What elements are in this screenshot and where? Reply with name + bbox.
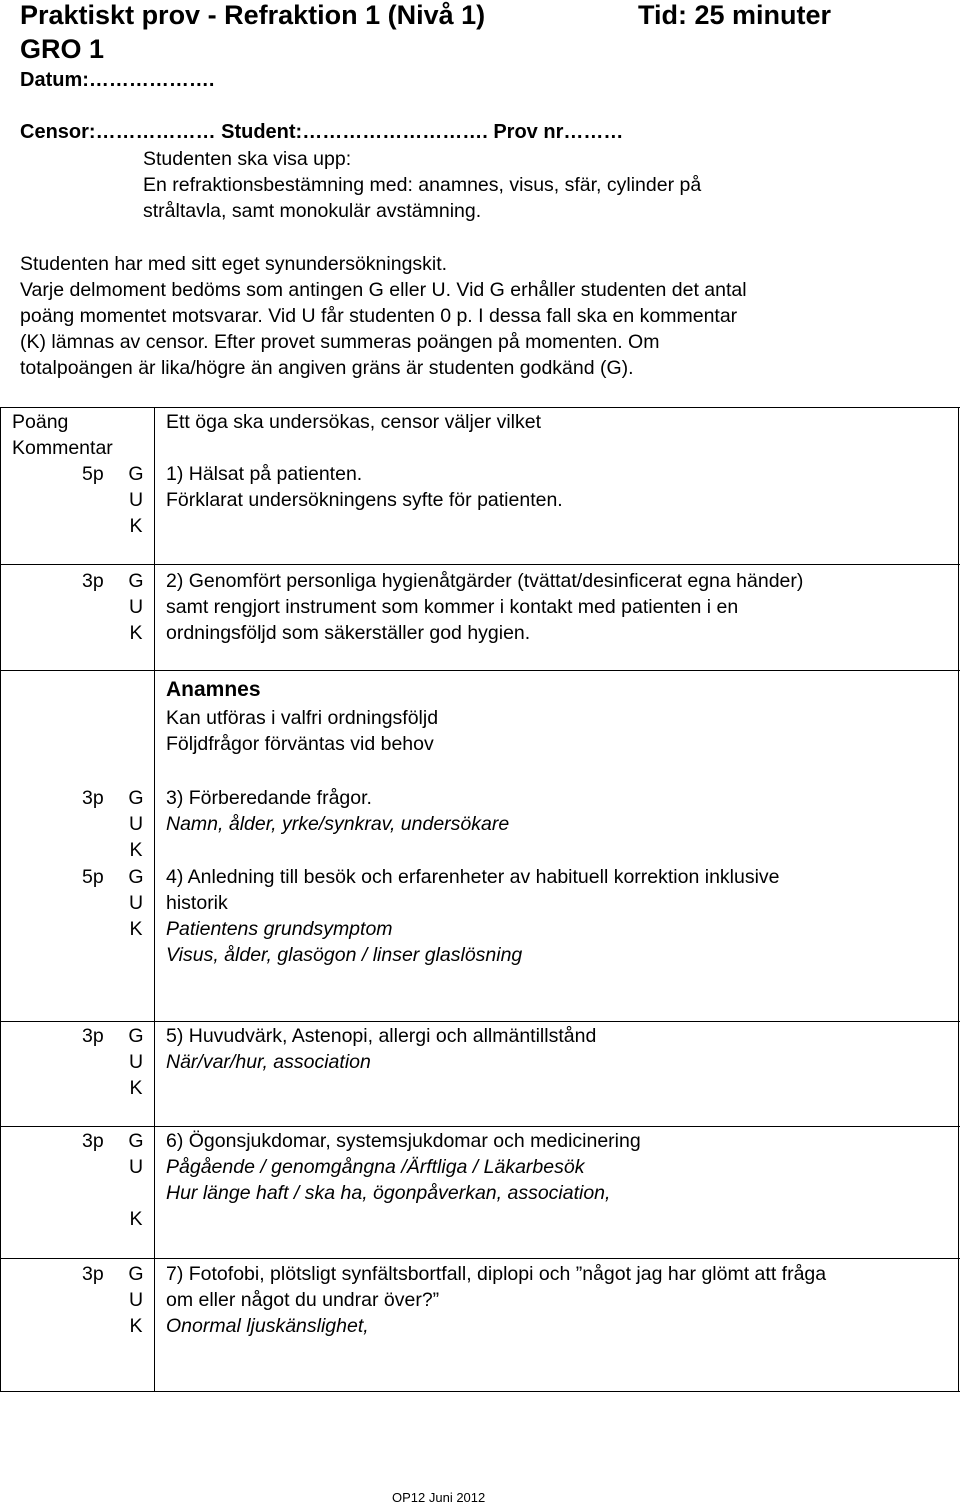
row-points: 3p bbox=[82, 1263, 104, 1285]
row-points: 5p bbox=[82, 463, 104, 485]
grade-k[interactable]: K bbox=[129, 1077, 143, 1099]
row-content bbox=[166, 1128, 641, 1206]
row-followup: Patientens grundsymptom bbox=[166, 918, 393, 940]
intro-line-2: En refraktionsbestämning med: anamnes, visus, sfär, cylinder på bbox=[143, 174, 702, 196]
row-points: 5p bbox=[82, 866, 104, 888]
document-title: Praktiskt prov - Refraktion 1 (Nivå 1) bbox=[20, 0, 486, 30]
row-points: 3p bbox=[82, 570, 104, 592]
row-content bbox=[166, 1023, 596, 1075]
grade-options bbox=[126, 1261, 146, 1339]
grade-k[interactable]: K bbox=[129, 918, 143, 940]
grade-g[interactable]: G bbox=[128, 570, 144, 592]
grade-options bbox=[126, 1128, 146, 1232]
row-text: 2) Genomfört personliga hygienåtgärder (tvättat/desinficerat egna händer) bbox=[166, 570, 804, 592]
rules-line: totalpoängen är lika/högre än angiven gräns är studenten godkänd (G). bbox=[20, 357, 634, 379]
row-followup: Onormal ljuskänslighet, bbox=[166, 1315, 369, 1337]
row-text: om eller något du undrar över?” bbox=[166, 1289, 440, 1311]
row-followup: Pågående / genomgångna /Ärftliga / Läkarbesök bbox=[166, 1156, 585, 1178]
row-content bbox=[166, 785, 509, 837]
row-text: 4) Anledning till besök och erfarenheter av habituell korrektion inklusive bbox=[166, 866, 780, 888]
course-code: GRO 1 bbox=[20, 34, 105, 64]
date-field: Datum:………………. bbox=[20, 69, 215, 91]
grade-u[interactable]: U bbox=[128, 596, 144, 618]
grade-options bbox=[126, 785, 146, 863]
censor-student-line: Censor:……………… Student:………………………. Prov nr……… bbox=[20, 121, 624, 143]
grade-options bbox=[126, 1023, 146, 1101]
grade-k[interactable]: K bbox=[129, 1315, 143, 1337]
row-text: 3) Förberedande frågor. bbox=[166, 787, 372, 809]
row-text: 7) Fotofobi, plötsligt synfältsbortfall, diplopi och ”något jag har glömt att fråga bbox=[166, 1263, 827, 1285]
grade-u[interactable]: U bbox=[128, 1289, 144, 1311]
grade-g[interactable]: G bbox=[128, 463, 144, 485]
grade-u[interactable]: U bbox=[128, 1051, 144, 1073]
grade-k[interactable]: K bbox=[129, 515, 143, 537]
row-text: 5) Huvudvärk, Astenopi, allergi och allmäntillstånd bbox=[166, 1025, 597, 1047]
grade-u[interactable]: U bbox=[128, 489, 144, 511]
rules-line: poäng momentet motsvarar. Vid U får studenten 0 p. I dessa fall ska en kommentar bbox=[20, 305, 738, 327]
row-followup: Namn, ålder, yrke/synkrav, undersökare bbox=[166, 813, 510, 835]
anamnes-line-2: Följdfrågor förväntas vid behov bbox=[166, 733, 434, 755]
row-content bbox=[166, 461, 563, 513]
grade-u[interactable]: U bbox=[128, 892, 144, 914]
row-text: samt rengjort instrument som kommer i kontakt med patienten i en bbox=[166, 596, 739, 618]
row-points: 3p bbox=[82, 1130, 104, 1152]
row-followup: Hur länge haft / ska ha, ögonpåverkan, association, bbox=[166, 1182, 611, 1204]
page-footer: OP12 Juni 2012 bbox=[392, 1490, 486, 1505]
grade-g[interactable]: G bbox=[128, 1025, 144, 1047]
anamnes-line-1: Kan utföras i valfri ordningsföljd bbox=[166, 707, 439, 729]
rules-line: (K) lämnas av censor. Efter provet summeras poängen på momenten. Om bbox=[20, 331, 660, 353]
grade-g[interactable]: G bbox=[128, 1130, 144, 1152]
grade-k[interactable]: K bbox=[129, 1208, 143, 1230]
row-content bbox=[166, 864, 780, 968]
row-text: 6) Ögonsjukdomar, systemsjukdomar och medicinering bbox=[166, 1130, 641, 1152]
grade-g[interactable]: G bbox=[128, 1263, 144, 1285]
row-text: historik bbox=[166, 892, 228, 914]
row-followup: När/var/hur, association bbox=[166, 1051, 371, 1073]
points-header: Poäng bbox=[12, 411, 69, 433]
comment-header: Kommentar bbox=[12, 437, 113, 459]
row-text: 1) Hälsat på patienten. bbox=[166, 463, 363, 485]
grade-u[interactable]: U bbox=[128, 813, 144, 835]
row-content bbox=[166, 568, 803, 646]
row-text: Förklarat undersökningens syfte för patienten. bbox=[166, 489, 563, 511]
table-instruction: Ett öga ska undersökas, censor väljer vilket bbox=[166, 411, 542, 433]
intro-line-1: Studenten ska visa upp: bbox=[143, 148, 352, 170]
grade-k[interactable]: K bbox=[129, 839, 143, 861]
anamnes-title: Anamnes bbox=[166, 678, 261, 701]
grade-options bbox=[126, 864, 146, 942]
grade-g[interactable]: G bbox=[128, 787, 144, 809]
row-points: 3p bbox=[82, 1025, 104, 1047]
grade-options bbox=[126, 568, 146, 646]
rules-line: Varje delmoment bedöms som antingen G eller U. Vid G erhåller studenten det antal bbox=[20, 279, 747, 301]
grade-k[interactable]: K bbox=[129, 622, 143, 644]
grade-u[interactable]: U bbox=[128, 1156, 144, 1178]
row-content bbox=[166, 1261, 826, 1339]
row-followup: Visus, ålder, glasögon / linser glaslösning bbox=[166, 944, 523, 966]
row-points: 3p bbox=[82, 787, 104, 809]
intro-line-3: stråltavla, samt monokulär avstämning. bbox=[143, 200, 482, 222]
grade-options bbox=[126, 461, 146, 539]
time-limit: Tid: 25 minuter bbox=[638, 0, 832, 30]
grade-g[interactable]: G bbox=[128, 866, 144, 888]
rules-line: Studenten har med sitt eget synundersökningskit. bbox=[20, 253, 448, 275]
row-text: ordningsföljd som säkerställer god hygien. bbox=[166, 622, 531, 644]
